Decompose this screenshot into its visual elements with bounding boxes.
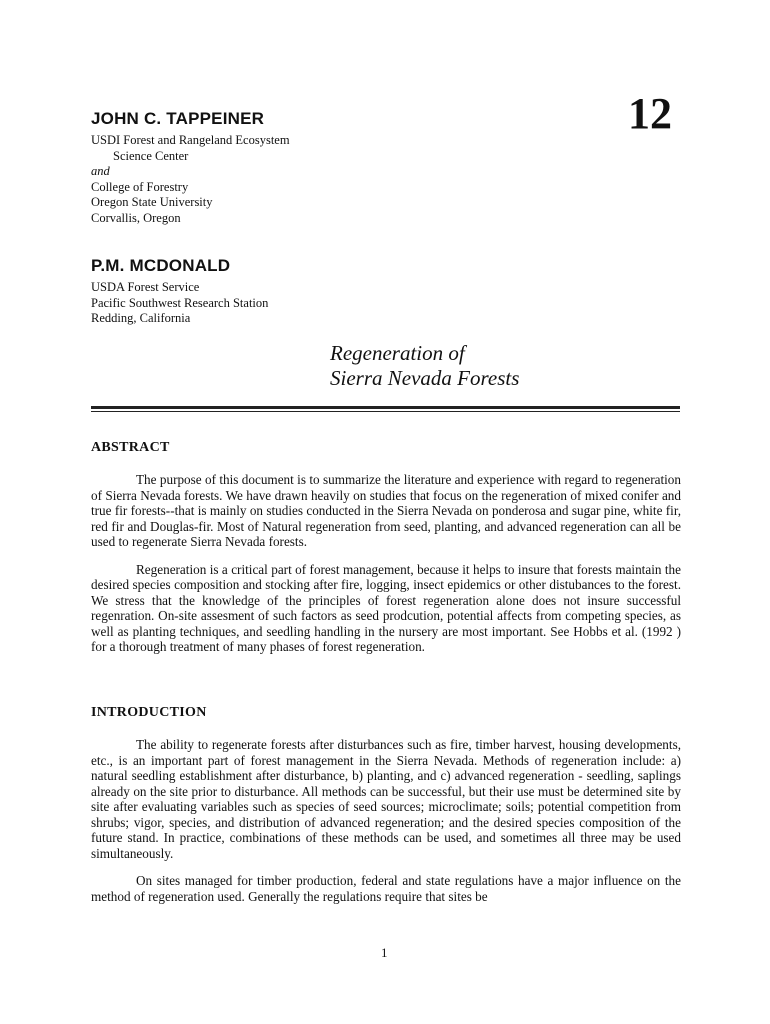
affiliation-line: USDA Forest Service [91,280,200,294]
author-name-1: JOHN C. TAPPEINER [91,109,265,128]
introduction-paragraph: The ability to regenerate forests after disturbances such as fire, timber harvest, housing developments, etc., is an important part of forest management in the Sierra Nevada. Methods of regeneration include: a) natural seedling establishment after disturbance, b) planting, and c) advanced regeneration - seedling, saplings already on the site prior to disturbance. All methods can be successful, but their use must be determined site by site after evaluating variables such as species of seed sources; microclimate; soils; potential competition from shrubs; vigor, species, and distribution of advanced regeneration; and the desired species composition of the future stand. In practice, combinations of these methods can be used, and sometimes all three may be used simultaneously. [91,737,681,861]
abstract-body [91,472,681,655]
introduction-paragraph: On sites managed for timber production, federal and state regulations have a major influence on the method of regeneration used. Generally the regulations require that sites be [91,873,681,904]
abstract-paragraph: The purpose of this document is to summarize the literature and experience with regard to regeneration of Sierra Nevada forests. We have drawn heavily on studies that focus on the regeneration of mixed conifer and true fir forests--that is mainly on studies conducted in the Sierra Nevada on ponderosa and sugar pine, white fir, red fir and Douglas-fir. Most of Natural regeneration from seed, planting, and advanced regeneration can all be used to regenerate Sierra Nevada forests. [91,472,681,549]
affiliation-line: Science Center [113,148,189,163]
title-divider-thin [91,411,680,412]
title-line: Sierra Nevada Forests [330,366,520,390]
introduction-body [91,737,681,904]
introduction-heading: INTRODUCTION [91,705,207,720]
author-2-affiliation [91,280,268,327]
author-name-2: P.M. MCDONALD [91,256,231,275]
chapter-number: 12 [628,89,672,138]
affiliation-line: Corvallis, Oregon [91,210,181,225]
abstract-paragraph: Regeneration is a critical part of forest management, because it helps to insure that forests maintain the desired species composition and stocking after fire, logging, insect epidemics or other distubances to the forest. We stress that the knowledge of the principles of forest regeneration alone does not insure successful regenration. On-site assesment of such factors as seed prodcution, potential affects from competing species, as well as planting techniques, and seedling handling in the nursery are most important. See Hobbs et al. (1992 ) for a thorough treatment of many phases of forest regeneration. [91,561,681,654]
affiliation-line: Pacific Southwest Research Station [91,295,269,310]
affiliation-line: Redding, California [91,311,191,325]
affiliation-line: Oregon State University [91,195,213,209]
author-1-affiliation [91,133,290,226]
affiliation-line: College of Forestry [91,179,189,194]
abstract-heading: ABSTRACT [91,440,170,455]
affiliation-conjunction: and [91,164,110,178]
title-line: Regeneration of [330,341,465,365]
document-title [330,341,519,391]
affiliation-line: USDI Forest and Rangeland Ecosystem [91,133,290,147]
title-divider-thick [91,406,680,409]
page-number: 1 [381,945,388,960]
